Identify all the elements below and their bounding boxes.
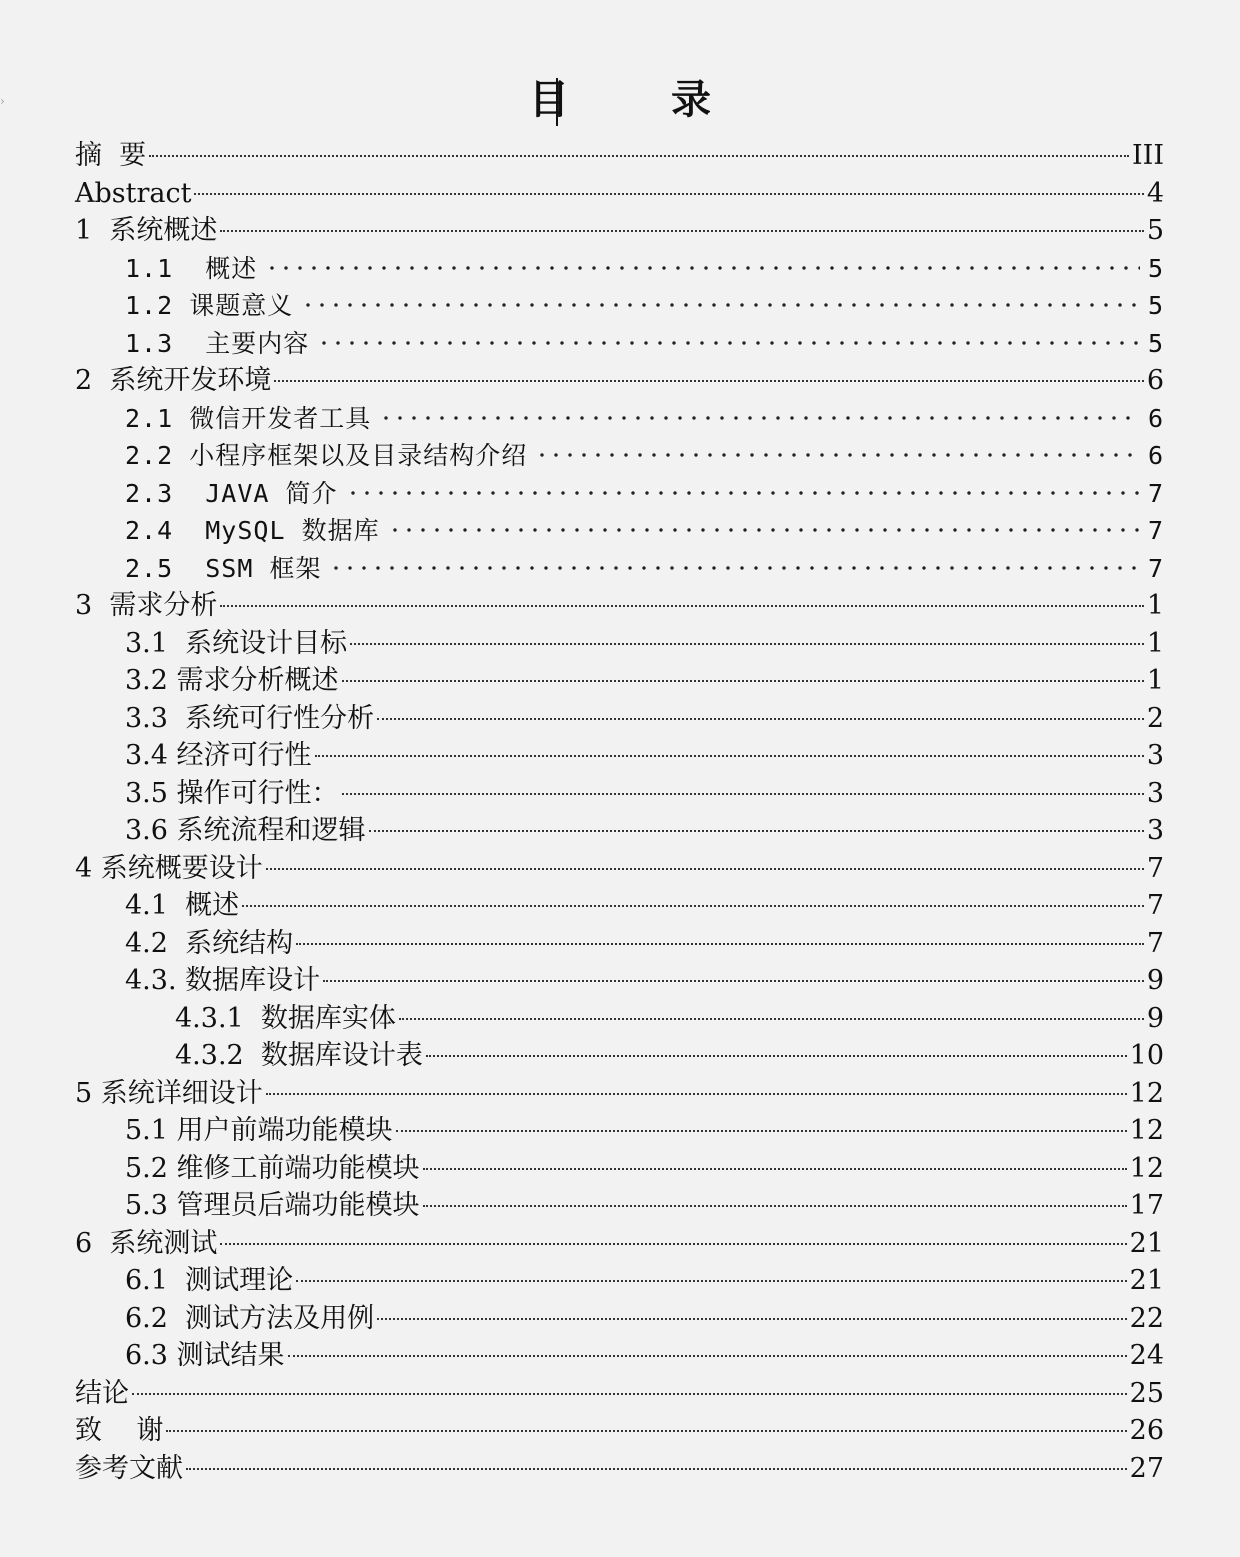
toc-entry-page-number: 4 xyxy=(1146,177,1164,209)
table-of-contents xyxy=(75,137,1164,1487)
toc-entry[interactable] xyxy=(75,1187,1164,1225)
dot-leader xyxy=(220,605,1143,607)
toc-entry-page-number: 9 xyxy=(1146,965,1164,996)
toc-entry-label: 4.1 概述 xyxy=(125,890,240,921)
toc-entry-label: 2.1 微信开发者工具 xyxy=(125,403,372,433)
toc-entry-label: 1 系统概述 xyxy=(75,215,218,246)
toc-entry[interactable] xyxy=(75,212,1164,250)
toc-entry-label: 4.3.2 数据库设计表 xyxy=(175,1040,423,1071)
toc-entry-page-number: 5 xyxy=(1146,215,1164,246)
dot-leader xyxy=(296,1280,1127,1282)
toc-entry[interactable] xyxy=(75,550,1164,588)
toc-entry-page-number: 7 xyxy=(1147,478,1164,508)
toc-entry[interactable] xyxy=(75,587,1164,625)
dot-leader xyxy=(377,1318,1127,1320)
dot-leader xyxy=(186,1468,1127,1470)
toc-entry-label: 2.4 MySQL 数据库 xyxy=(125,516,380,545)
dot-leader xyxy=(346,490,1140,496)
toc-entry-label: 4.2 系统结构 xyxy=(125,927,294,959)
toc-entry-label: 2 系统开发环境 xyxy=(75,365,272,396)
toc-entry[interactable] xyxy=(75,287,1164,325)
toc-entry[interactable] xyxy=(75,700,1164,738)
toc-entry[interactable] xyxy=(75,737,1164,775)
toc-entry-label: 参考文献 xyxy=(75,1452,183,1484)
dot-leader xyxy=(329,565,1139,571)
toc-entry-page-number: 3 xyxy=(1146,740,1164,771)
toc-entry-page-number: III xyxy=(1132,140,1164,171)
toc-entry-label: 4.3.1 数据库实体 xyxy=(175,1002,396,1034)
toc-entry-page-number: 1 xyxy=(1146,665,1164,696)
toc-entry[interactable] xyxy=(75,812,1164,850)
toc-entry[interactable] xyxy=(75,1037,1164,1075)
dot-leader xyxy=(296,943,1144,945)
toc-entry-page-number: 5 xyxy=(1147,291,1164,320)
margin-marker: › xyxy=(0,94,5,108)
dot-leader xyxy=(166,1430,1126,1432)
toc-entry-page-number: 7 xyxy=(1146,890,1164,921)
toc-entry-label: 结论 xyxy=(75,1377,129,1409)
dot-leader xyxy=(149,155,1129,157)
toc-entry-page-number: 12 xyxy=(1129,1077,1164,1109)
toc-entry[interactable] xyxy=(75,1412,1164,1450)
toc-entry[interactable] xyxy=(75,175,1164,213)
dot-leader xyxy=(317,340,1140,346)
toc-entry-page-number: 25 xyxy=(1129,1377,1164,1409)
dot-leader xyxy=(426,1055,1127,1057)
dot-leader xyxy=(342,793,1144,795)
toc-entry-label: 1.3 主要内容 xyxy=(125,328,310,358)
toc-entry[interactable] xyxy=(75,1450,1164,1488)
toc-entry-page-number: 6 xyxy=(1147,403,1164,433)
toc-entry-label: 4 系统概要设计 xyxy=(75,852,263,884)
toc-entry-label: 3.5 操作可行性： xyxy=(125,777,339,809)
toc-entry-label: 3.4 经济可行性 xyxy=(125,740,312,771)
toc-entry-label: 摘 要 xyxy=(75,140,147,171)
toc-entry-page-number: 21 xyxy=(1129,1227,1164,1259)
toc-entry[interactable] xyxy=(75,775,1164,813)
dot-leader xyxy=(423,1205,1127,1207)
toc-entry-label: 3 需求分析 xyxy=(75,590,218,621)
toc-entry-page-number: 1 xyxy=(1146,590,1164,621)
toc-entry-label: 6.3 测试结果 xyxy=(125,1340,285,1371)
dot-leader xyxy=(301,302,1140,308)
toc-entry-page-number: 7 xyxy=(1147,553,1164,583)
toc-entry[interactable] xyxy=(75,1262,1164,1300)
toc-entry-page-number: 1 xyxy=(1146,627,1164,659)
dot-leader xyxy=(315,755,1144,757)
toc-entry[interactable] xyxy=(75,1150,1164,1188)
toc-entry[interactable] xyxy=(75,1075,1164,1113)
toc-entry-label: 5.2 维修工前端功能模块 xyxy=(125,1152,420,1184)
toc-entry-page-number: 21 xyxy=(1129,1265,1164,1296)
toc-entry[interactable] xyxy=(75,475,1164,513)
toc-entry[interactable] xyxy=(75,1375,1164,1413)
toc-entry-page-number: 7 xyxy=(1147,516,1164,545)
toc-entry-label: 2.5 SSM 框架 xyxy=(125,553,322,583)
toc-entry-page-number: 7 xyxy=(1146,852,1164,884)
toc-entry-page-number: 12 xyxy=(1129,1152,1164,1184)
dot-leader xyxy=(369,830,1144,832)
toc-entry-label: 4.3. 数据库设计 xyxy=(125,965,321,996)
dot-leader xyxy=(288,1355,1127,1357)
toc-entry[interactable] xyxy=(75,1112,1164,1150)
toc-entry[interactable] xyxy=(75,512,1164,550)
toc-entry-page-number: 26 xyxy=(1129,1415,1164,1446)
toc-entry-label: 5 系统详细设计 xyxy=(75,1077,263,1109)
toc-entry[interactable] xyxy=(75,662,1164,700)
toc-entry[interactable] xyxy=(75,1337,1164,1375)
toc-entry-page-number: 3 xyxy=(1146,815,1164,846)
dot-leader xyxy=(399,1018,1144,1020)
dot-leader xyxy=(242,905,1144,907)
toc-entry[interactable] xyxy=(75,887,1164,925)
dot-leader xyxy=(266,868,1144,870)
toc-entry-label: 6.2 测试方法及用例 xyxy=(125,1302,375,1334)
dot-leader xyxy=(535,452,1140,458)
toc-entry-label: 5.1 用户前端功能模块 xyxy=(125,1115,393,1146)
toc-entry-label: 6 系统测试 xyxy=(75,1227,218,1259)
toc-entry-label: 1.1 概述 xyxy=(125,253,258,283)
toc-entry-page-number: 5 xyxy=(1147,253,1164,283)
dot-leader xyxy=(274,380,1143,382)
toc-entry[interactable] xyxy=(75,925,1164,963)
toc-entry-page-number: 3 xyxy=(1146,777,1164,809)
toc-entry[interactable] xyxy=(75,325,1164,363)
toc-entry-label: 2.3 JAVA 简介 xyxy=(125,478,338,508)
toc-entry[interactable] xyxy=(75,400,1164,438)
toc-entry-label: 6.1 测试理论 xyxy=(125,1265,294,1296)
toc-entry-page-number: 7 xyxy=(1146,927,1164,959)
dot-leader xyxy=(220,230,1143,232)
toc-entry-label: Abstract xyxy=(75,177,192,209)
toc-entry-page-number: 12 xyxy=(1129,1115,1164,1146)
toc-entry-label: 3.3 系统可行性分析 xyxy=(125,702,375,734)
dot-leader xyxy=(265,265,1140,271)
toc-entry[interactable] xyxy=(75,1300,1164,1338)
toc-entry[interactable] xyxy=(75,850,1164,888)
dot-leader xyxy=(388,527,1140,533)
toc-entry-label: 2.2 小程序框架以及目录结构介绍 xyxy=(125,441,528,470)
toc-entry[interactable] xyxy=(75,962,1164,1000)
dot-leader xyxy=(396,1130,1127,1132)
toc-entry[interactable] xyxy=(75,1000,1164,1038)
toc-entry-page-number: 6 xyxy=(1146,365,1164,396)
dot-leader xyxy=(350,643,1144,645)
dot-leader xyxy=(323,980,1144,982)
toc-entry-page-number: 9 xyxy=(1146,1002,1164,1034)
toc-entry[interactable] xyxy=(75,437,1164,475)
toc-entry-label: 5.3 管理员后端功能模块 xyxy=(125,1190,420,1221)
toc-entry-page-number: 17 xyxy=(1129,1190,1164,1221)
toc-entry[interactable] xyxy=(75,250,1164,288)
dot-leader xyxy=(377,718,1144,720)
toc-entry-label: 致 谢 xyxy=(75,1415,164,1446)
toc-entry-page-number: 24 xyxy=(1129,1340,1164,1371)
toc-entry[interactable] xyxy=(75,625,1164,663)
toc-entry-page-number: 5 xyxy=(1147,328,1164,358)
toc-entry[interactable] xyxy=(75,137,1164,175)
toc-entry-page-number: 2 xyxy=(1146,702,1164,734)
dot-leader xyxy=(266,1093,1127,1095)
toc-entry-label: 1.2 课题意义 xyxy=(125,291,294,320)
toc-entry-label: 3.2 需求分析概述 xyxy=(125,665,339,696)
toc-entry-page-number: 27 xyxy=(1129,1452,1164,1484)
dot-leader xyxy=(132,1393,1127,1395)
dot-leader xyxy=(194,193,1143,195)
dot-leader xyxy=(423,1168,1127,1170)
page-title: 目 录 xyxy=(529,77,755,123)
toc-entry-label: 3.1 系统设计目标 xyxy=(125,627,348,659)
dot-leader xyxy=(379,415,1140,421)
toc-entry-page-number: 22 xyxy=(1129,1302,1164,1334)
dot-leader xyxy=(220,1243,1126,1245)
toc-entry[interactable] xyxy=(75,1225,1164,1263)
dot-leader xyxy=(342,680,1144,682)
toc-entry[interactable] xyxy=(75,362,1164,400)
toc-entry-label: 3.6 系统流程和逻辑 xyxy=(125,815,366,846)
toc-entry-page-number: 6 xyxy=(1147,441,1164,470)
toc-entry-page-number: 10 xyxy=(1129,1040,1164,1071)
